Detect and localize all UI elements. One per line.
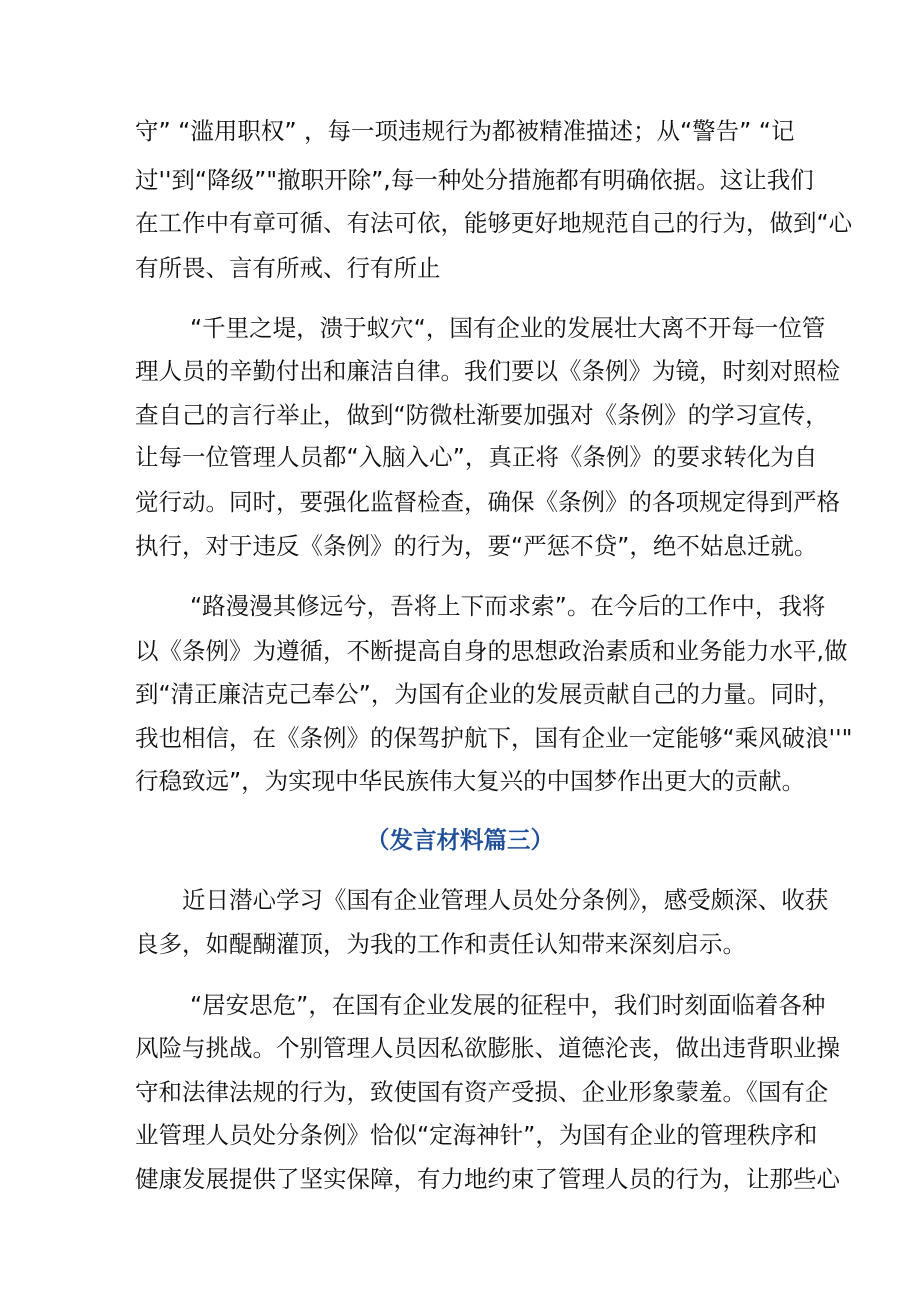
paragraph-line: 理人员的辛勤付出和廉洁自律。我们要以《条例》为镜，时刻对照检 [135,357,840,385]
paragraph-line: 让每一位管理人员都“入脑入心”，真正将《条例》的要求转化为自 [135,443,818,471]
section-heading: （发言材料篇三） [366,826,554,854]
paragraph-line: 觉行动。同时，要强化监督检查，确保《条例》的各项规定得到严格 [135,488,840,516]
paragraph-line: 执行，对于违反《条例》的行为，要“严惩不贷”，绝不姑息迁就。 [135,532,818,560]
paragraph-line: 风险与挑战。个别管理人员因私欲膨胀、道德沦丧，做出违背职业操 [135,1034,840,1062]
paragraph-line: 有所畏、言有所戒、行有所止 [135,254,441,282]
paragraph-line: 过''到“降级”"撤职开除”,每一种处分措施都有明确依据。这让我们 [135,166,814,194]
paragraph-line: 守” “滥用职权” ，每一项违规行为都被精准描述；从“警告” “记 [135,117,795,145]
paragraph-line: 业管理人员处分条例》恰似“定海神针”，为国有企业的管理秩序和 [135,1121,818,1149]
paragraph-line: 行稳致远”，为实现中华民族伟大复兴的中国梦作出更大的贡献。 [135,767,806,795]
paragraph-line: “居安思危”，在国有企业发展的征程中，我们时刻面临着各种 [190,991,826,1019]
paragraph-line: 健康发展提供了坚实保障，有力地约束了管理人员的行为，让那些心 [135,1165,840,1193]
paragraph-line: 近日潜心学习《国有企业管理人员处分条例》，感受颇深、收获 [182,886,829,914]
paragraph-line: 查自己的言行举止，做到“防微杜渐要加强对《条例》的学习宣传， [135,401,829,429]
paragraph-line: 我也相信，在《条例》的保驾护航下，国有企业一定能够“乘风破浪''" [135,724,853,752]
paragraph-line: 以《条例》为遵循，不断提高自身的思想政治素质和业务能力水平,做 [135,637,848,665]
paragraph-line: 到“清正廉洁克己奉公”，为国有企业的发展贡献自己的力量。同时， [135,680,841,708]
paragraph-line: 良多，如醍醐灌顶，为我的工作和责任认知带来深刻启示。 [135,930,746,958]
paragraph-line: “千里之堤，溃于蚁穴“，国有企业的发展壮大离不开每一位管 [190,314,826,342]
paragraph-line: 在工作中有章可循、有法可依，能够更好地规范自己的行为，做到“心 [135,209,853,237]
paragraph-line: “路漫漫其修远兮，吾将上下而求索”。在今后的工作中，我将 [190,592,826,620]
paragraph-line: 守和法律法规的行为，致使国有资产受损、企业形象蒙羞。《国有企 [135,1078,829,1106]
